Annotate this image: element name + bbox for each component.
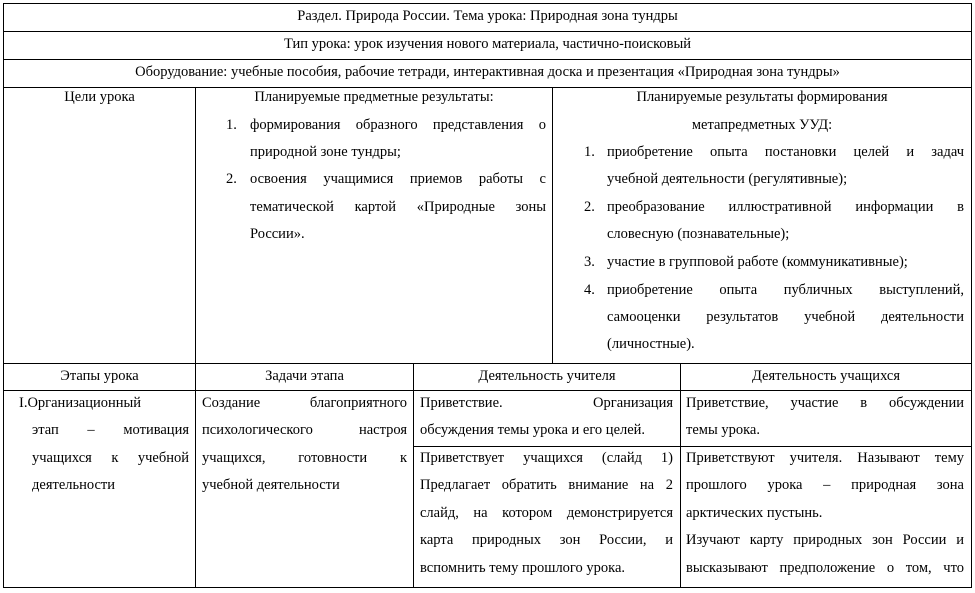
stage-line: этап – мотивация: [32, 422, 189, 438]
teacher-line: обсуждения темы урока и его целей.: [420, 422, 646, 438]
list-number: 3.: [584, 254, 595, 270]
list-item-line: словесную (познавательные);: [607, 226, 790, 242]
list-item-line: освоения учащимися приемов работы с: [250, 171, 546, 187]
list-item-line: тематической картой «Природные зоны: [250, 199, 546, 215]
header-stages: Этапы урока: [60, 368, 139, 384]
teacher-line: вспомнить тему прошлого урока.: [420, 560, 626, 576]
student-line: Приветствие, участие в обсуждении: [686, 395, 964, 411]
stage-line: деятельности: [32, 477, 116, 493]
teacher-line: Приветствие. Организация: [420, 395, 673, 411]
list-item-line: приобретение опыта постановки целей и задач: [607, 144, 964, 160]
list-number: 1.: [584, 144, 595, 160]
task-line: учащихся, готовности к: [202, 450, 407, 466]
meta-results-title-line1: Планируемые результаты формирования: [636, 89, 888, 105]
list-item-line: участие в групповой работе (коммуникативные);: [607, 254, 908, 270]
list-item-line: формирования образного представления о: [250, 117, 546, 133]
list-item-line: (личностные).: [607, 336, 695, 352]
border-right: [971, 3, 972, 588]
border-bottom: [3, 587, 972, 588]
student-line: прошлого урока – природная зона: [686, 477, 964, 493]
header-tasks: Задачи этапа: [265, 368, 344, 384]
header-student-activity: Деятельность учащихся: [751, 368, 901, 384]
teacher-line: слайд, на котором демонстрируется: [420, 505, 673, 521]
list-number: 1.: [226, 117, 237, 133]
goals-label: Цели урока: [64, 89, 135, 105]
student-line: Изучают карту природных зон России и: [686, 532, 964, 548]
teacher-line: Приветствует учащихся (слайд 1): [420, 450, 673, 466]
col-divider: [680, 363, 681, 588]
lesson-type: Тип урока: урок изучения нового материала, частично-поисковый: [283, 36, 692, 52]
col-divider: [195, 87, 196, 588]
teacher-line: карта природных зон России, и: [420, 532, 673, 548]
meta-results-title-line2: метапредметных УУД:: [691, 117, 833, 133]
student-line: Приветствуют учителя. Называют тему: [686, 450, 964, 466]
list-number: 2.: [584, 199, 595, 215]
teacher-line: Предлагает обратить внимание на 2: [420, 477, 673, 493]
list-item-line: природной зоне тундры;: [250, 144, 401, 160]
col-divider: [413, 363, 414, 588]
list-number: 2.: [226, 171, 237, 187]
list-item-line: учебной деятельности (регулятивные);: [607, 171, 848, 187]
lesson-section-title: Раздел. Природа России. Тема урока: Природная зона тундры: [297, 8, 678, 24]
student-line: высказывают предположение о том, что: [686, 560, 964, 576]
stage-line: I.Организационный: [19, 395, 142, 411]
subject-results-title: Планируемые предметные результаты:: [254, 89, 494, 105]
list-number: 4.: [584, 282, 595, 298]
student-line: арктических пустынь.: [686, 505, 823, 521]
task-line: Создание благоприятного: [202, 395, 407, 411]
list-item-line: преобразование иллюстративной информации в: [607, 199, 964, 215]
list-item-line: России».: [250, 226, 305, 242]
task-line: психологического настроя: [202, 422, 407, 438]
lesson-equipment: Оборудование: учебные пособия, рабочие тетради, интерактивная доска и презентация «Природная зона тундры»: [135, 64, 840, 80]
list-item-line: самооценки результатов учебной деятельности: [607, 309, 964, 325]
header-teacher-activity: Деятельность учителя: [478, 368, 616, 384]
stage-line: учащихся к учебной: [32, 450, 189, 466]
task-line: учебной деятельности: [202, 477, 340, 493]
list-item-line: приобретение опыта публичных выступлений,: [607, 282, 964, 298]
student-line: темы урока.: [686, 422, 760, 438]
